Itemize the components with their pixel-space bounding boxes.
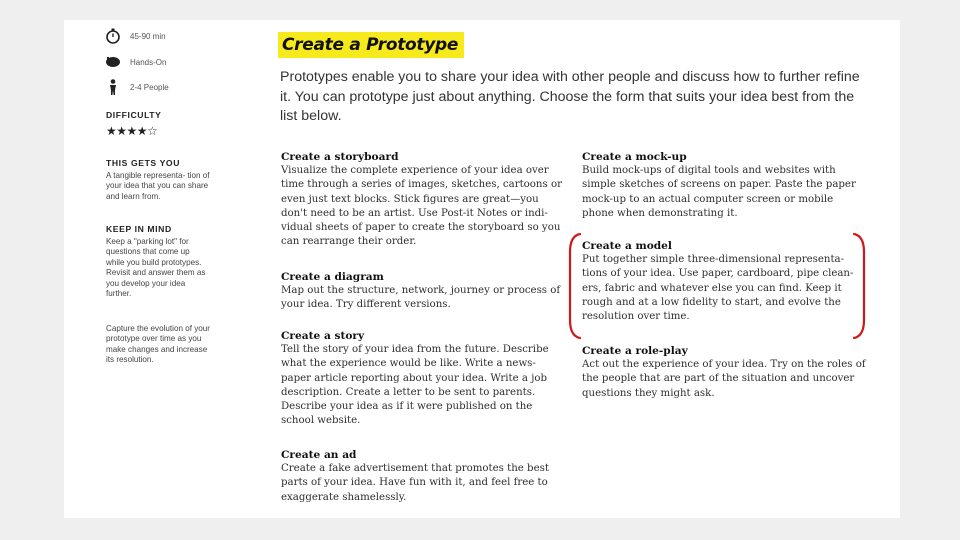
duration-row xyxy=(104,27,166,45)
section-heading: Create a mock-up xyxy=(582,151,687,163)
person-icon xyxy=(104,78,122,96)
section-ad xyxy=(281,449,567,505)
intro-text: Prototypes enable you to share your idea with other people and discuss how to further refine it. You can prototype just about anything. Choose the form that suits your idea best from the list below. xyxy=(280,69,860,125)
mode-text: Hands-On xyxy=(130,57,167,67)
section-text: Build mock-ups of digital tools and websites with simple sketches of screens on paper. Paste the paper mock-up to an actual computer screen or mobile phone when demonstrating it. xyxy=(582,165,856,219)
section-heading: Create a story xyxy=(281,330,365,342)
section-text: Create a fake advertisement that promotes the best parts of your idea. Have fun with it, and feel free to exaggerate shamelessly. xyxy=(281,463,549,503)
section-text: Tell the story of your idea from the future. Describe what the experience would be like. Write a news- paper article reporting about your idea. Write a job description. Create a letter to be sent to parents. Describe your idea as if it were published on the school website. xyxy=(281,344,549,427)
section-storyboard xyxy=(281,151,567,250)
section-text: Visualize the complete experience of your idea over time through a series of images, sketches, cartoons or even just text blocks. Stick figures are great—you don't need to be an artist. Use Post-it Notes or indi- vidual sheets of paper to create the storyboard so you can rearrange their order. xyxy=(281,165,562,248)
section-text: Act out the experience of your idea. Try on the roles of the people that are part of the situation and uncover questions they might ask. xyxy=(582,359,866,399)
section-roleplay xyxy=(582,345,866,401)
section-heading: Create a storyboard xyxy=(281,151,399,163)
people-row xyxy=(104,78,169,96)
left-bracket-mark xyxy=(566,232,582,340)
duration-text: 45-90 min xyxy=(130,31,166,41)
section-mockup xyxy=(582,151,866,221)
section-heading: Create an ad xyxy=(281,449,357,461)
section-text: Put together simple three-dimensional representa- tions of your idea. Use paper, cardboard, pipe clean- ers, fabric and whatever else you can find. Keep it rough and at a low fidelity to start, and evolve the resolution over time. xyxy=(582,254,854,323)
right-bracket-mark xyxy=(852,232,868,340)
section-story xyxy=(281,330,567,429)
document-page xyxy=(64,20,900,518)
mind-heading: KEEP IN MIND xyxy=(106,224,172,234)
section-heading: Create a role-play xyxy=(582,345,688,357)
difficulty-stars: ★★★★☆ xyxy=(106,124,158,138)
difficulty-heading: DIFFICULTY xyxy=(106,110,162,120)
mind-text-1: Keep a "parking lot" for questions that come up while you build prototypes. Revisit and answer them as you develop your idea further. xyxy=(106,237,206,299)
section-model xyxy=(582,240,866,324)
mind-text-2: Capture the evolution of your prototype over time as you make changes and increase its resolution. xyxy=(106,324,210,365)
section-diagram xyxy=(281,271,567,313)
hand-icon xyxy=(104,53,122,71)
section-heading: Create a model xyxy=(582,240,672,252)
people-text: 2-4 People xyxy=(130,82,169,92)
gets-heading: THIS GETS YOU xyxy=(106,158,181,168)
section-text: Map out the structure, network, journey or process of your idea. Try different versions. xyxy=(281,285,561,311)
stopwatch-icon xyxy=(104,27,122,45)
page-title: Create a Prototype xyxy=(278,32,464,58)
mode-row xyxy=(104,53,166,71)
gets-text: A tangible representa- tion of your idea that you can share and learn from. xyxy=(106,171,210,201)
section-heading: Create a diagram xyxy=(281,271,384,283)
